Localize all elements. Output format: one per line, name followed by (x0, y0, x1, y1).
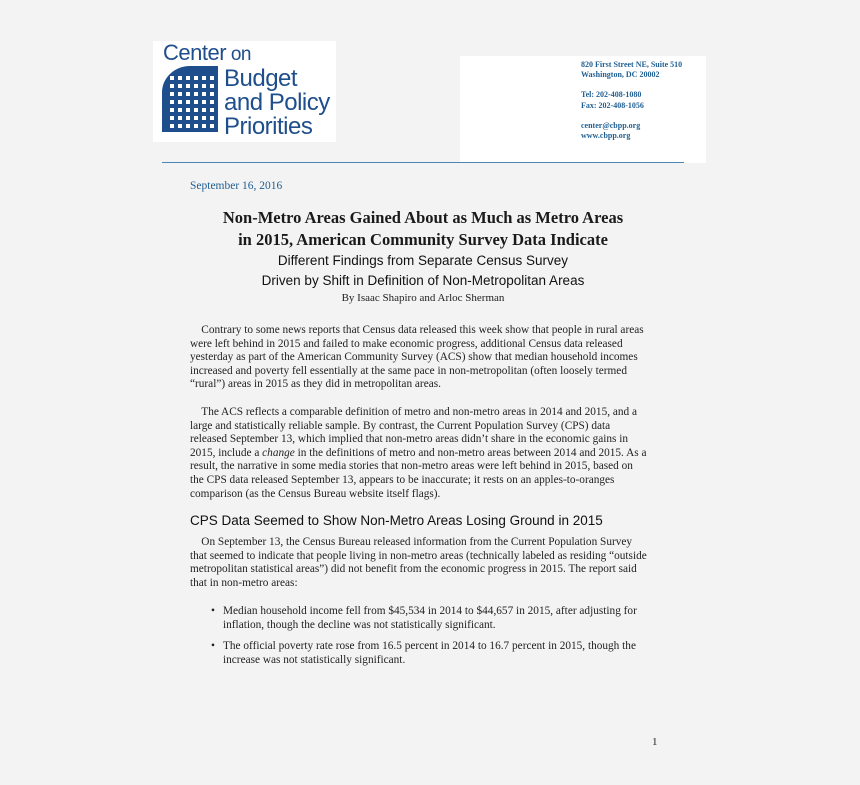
contact-box (460, 56, 706, 163)
header-divider (162, 162, 684, 163)
paragraph-line: Contrary to some news reports that Census data released this week show that people in rural areas (190, 324, 644, 336)
text-run: in the definitions of metro and non-metro areas between 2014 and 2015. As a (294, 446, 647, 459)
bullet-line: Median household income fell from $45,534 in 2014 to $44,657 in 2015, after adjusting for (223, 605, 637, 617)
title-line-1: Non-Metro Areas Gained About as Much as Metro Areas (222, 208, 624, 227)
fax: Fax: 202-408-1056 (581, 100, 644, 110)
paragraph-line: released September 13, which implied that non-metro areas didn’t share in the economic gains in (190, 433, 629, 446)
document-subtitle (160, 251, 686, 291)
address-line-1: 820 First Street NE, Suite 510 (581, 60, 683, 69)
paragraph-line: were left behind in 2015 and failed to make economic progress, additional Census data released (190, 337, 623, 350)
address-line-2: Washington, DC 20002 (581, 70, 660, 80)
paragraph-line: On September 13, the Census Bureau released information from the Current Population Survey (190, 536, 633, 548)
logo-text-center: Center (163, 40, 227, 65)
cbpp-logo (153, 41, 336, 142)
paragraph-line: “rural”) areas in 2015 as they did in metropolitan areas. (190, 378, 441, 391)
paragraph-line: The ACS reflects a comparable definition of metro and non-metro areas in 2014 and 2015, and a (190, 406, 638, 418)
paragraph-line: comparison (as the Census Bureau website itself flags). (190, 487, 441, 500)
telephone: Tel: 202-408-1080 (581, 90, 642, 100)
title-line-2: in 2015, American Community Survey Data Indicate (238, 230, 608, 249)
text-run: 2015, include a (190, 446, 263, 459)
email-link[interactable]: center@cbpp.org (581, 120, 641, 130)
paragraph-line: metropolitan statistical areas”) did not benefit from the economic progress in 2015. The report said (190, 563, 637, 576)
section-heading: CPS Data Seemed to Show Non-Metro Areas Losing Ground in 2015 (190, 513, 603, 528)
emphasized-word: change (262, 446, 295, 459)
paragraph-line: yesterday as part of the American Community Survey (ACS) show that median household incomes (190, 351, 638, 364)
paragraph-line (190, 447, 660, 461)
website-link[interactable]: www.cbpp.org (581, 131, 631, 141)
paragraph-3 (190, 536, 660, 590)
paragraph-line: large and statistically reliable sample. By contrast, the Current Population Survey (CPS) data (190, 419, 611, 432)
page-number: 1 (652, 736, 658, 748)
logo-text-on: on (230, 44, 251, 65)
paragraph-2 (190, 406, 660, 501)
paragraph-line: result, the narrative in some media stories that non-metro areas were left behind in 2015, based on (190, 460, 633, 473)
bullet-line: The official poverty rate rose from 16.5 percent in 2014 to 16.7 percent in 2015, though the (223, 640, 636, 652)
subtitle-line-2: Driven by Shift in Definition of Non-Metropolitan Areas (261, 273, 585, 288)
paragraph-line: that in non-metro areas: (190, 576, 298, 589)
bullet-line: increase was not statistically significant. (223, 653, 406, 666)
logo-grid-icon (162, 66, 218, 132)
document-title (160, 207, 686, 251)
logo-text-budget: Budget (224, 65, 298, 92)
bullet-line: inflation, though the decline was not statistically significant. (223, 618, 496, 631)
contact-info (581, 60, 682, 141)
paragraph-1 (190, 324, 660, 392)
logo-text-priorities: Priorities (224, 113, 313, 140)
subtitle-line-1: Different Findings from Separate Census Survey (277, 253, 569, 268)
byline: By Isaac Shapiro and Arloc Sherman (341, 292, 505, 304)
paragraph-line: increased and poverty fell essentially at the same pace in non-metropolitan (often loosely termed (190, 364, 627, 377)
logo-text-and-policy: and Policy (224, 89, 330, 116)
bullet-dot-icon: • (211, 605, 215, 617)
paragraph-line: the CPS data released September 13, appears to be inaccurate; it rests on an apples-to-oranges (190, 473, 615, 486)
bullet-dot-icon: • (211, 640, 215, 652)
logo-center-on (163, 41, 251, 67)
publication-date: September 16, 2016 (190, 180, 283, 192)
paragraph-line: that seemed to indicate that people living in non-metro areas (technically labeled as residing “outside (190, 549, 647, 562)
